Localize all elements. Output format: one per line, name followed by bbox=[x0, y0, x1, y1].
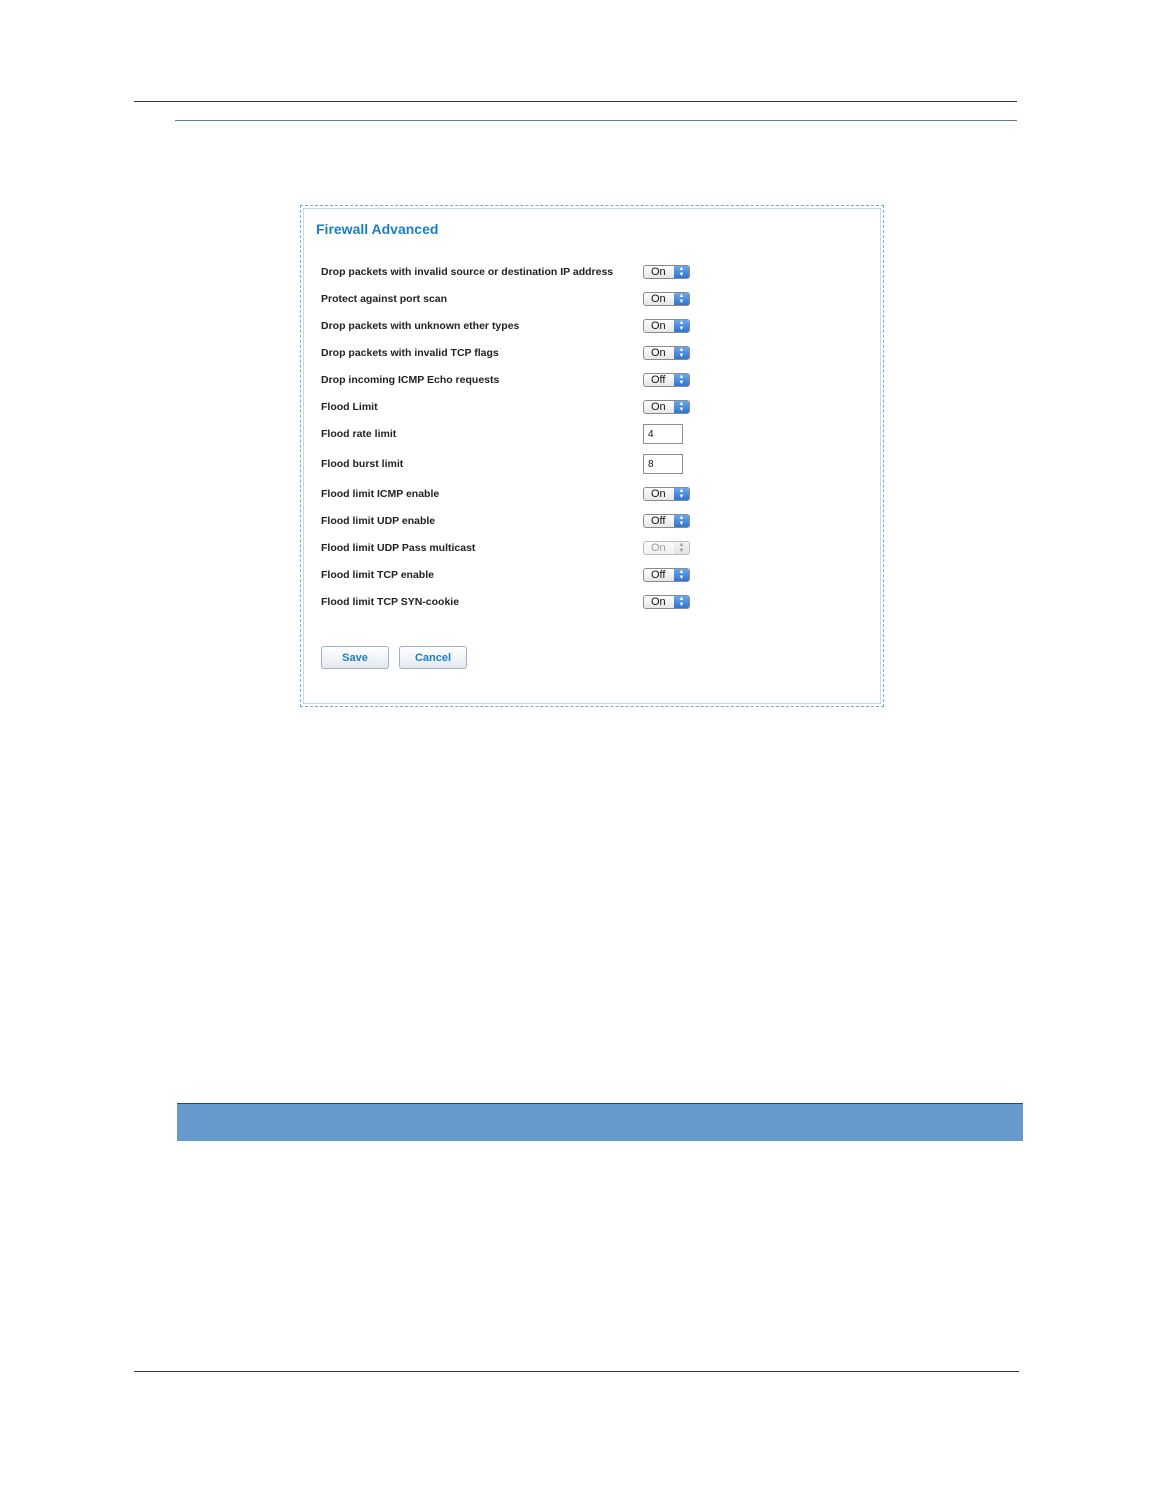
select-value: On bbox=[651, 488, 666, 500]
setting-row-udp-enable bbox=[321, 515, 761, 535]
updown-arrows-icon: ▲ ▼ bbox=[674, 401, 689, 413]
flood-limit-select[interactable] bbox=[643, 400, 690, 414]
setting-label: Flood Limit bbox=[321, 401, 378, 413]
select-value: Off bbox=[651, 515, 666, 527]
select-value: On bbox=[651, 596, 666, 608]
select-value: On bbox=[651, 401, 666, 413]
setting-label: Drop packets with invalid source or destination IP address bbox=[321, 266, 614, 278]
updown-arrows-icon: ▲ ▼ bbox=[674, 596, 689, 608]
setting-row-invalid-ip bbox=[321, 266, 761, 286]
udp-enable-select[interactable] bbox=[643, 514, 690, 528]
setting-row-flood-burst bbox=[321, 458, 761, 478]
setting-label: Flood limit UDP enable bbox=[321, 515, 436, 527]
setting-label: Drop packets with invalid TCP flags bbox=[321, 347, 499, 359]
setting-label: Drop incoming ICMP Echo requests bbox=[321, 374, 500, 386]
flood-rate-limit-input[interactable] bbox=[643, 424, 683, 444]
setting-row-port-scan bbox=[321, 293, 761, 313]
panel-title: Firewall Advanced bbox=[316, 221, 439, 237]
setting-row-udp-multicast bbox=[321, 542, 761, 562]
updown-arrows-icon: ▲ ▼ bbox=[674, 542, 689, 554]
setting-label: Flood limit UDP Pass multicast bbox=[321, 542, 476, 554]
updown-arrows-icon: ▲ ▼ bbox=[674, 266, 689, 278]
tcp-flags-select[interactable] bbox=[643, 346, 690, 360]
header-rule bbox=[134, 101, 1017, 102]
ether-types-select[interactable] bbox=[643, 319, 690, 333]
updown-arrows-icon: ▲ ▼ bbox=[674, 293, 689, 305]
setting-row-ether-types bbox=[321, 320, 761, 340]
port-scan-select[interactable] bbox=[643, 292, 690, 306]
setting-label: Flood limit ICMP enable bbox=[321, 488, 440, 500]
setting-row-tcp-flags bbox=[321, 347, 761, 367]
panel-body bbox=[303, 208, 881, 704]
updown-arrows-icon: ▲ ▼ bbox=[674, 515, 689, 527]
udp-multicast-select bbox=[643, 541, 690, 555]
setting-row-flood-rate bbox=[321, 428, 761, 448]
setting-row-icmp-enable bbox=[321, 488, 761, 508]
section-band bbox=[177, 1103, 1023, 1141]
updown-arrows-icon: ▲ ▼ bbox=[674, 320, 689, 332]
select-value: On bbox=[651, 320, 666, 332]
icmp-echo-select[interactable] bbox=[643, 373, 690, 387]
setting-label: Drop packets with unknown ether types bbox=[321, 320, 520, 332]
select-value: On bbox=[651, 542, 666, 554]
updown-arrows-icon: ▲ ▼ bbox=[674, 569, 689, 581]
header-accent-rule bbox=[175, 120, 1017, 121]
setting-label: Flood rate limit bbox=[321, 428, 397, 440]
footer-rule bbox=[134, 1371, 1019, 1372]
firewall-advanced-panel bbox=[300, 205, 884, 707]
icmp-enable-select[interactable] bbox=[643, 487, 690, 501]
syn-cookie-select[interactable] bbox=[643, 595, 690, 609]
select-value: Off bbox=[651, 569, 666, 581]
setting-label: Flood burst limit bbox=[321, 458, 404, 470]
setting-label: Flood limit TCP SYN-cookie bbox=[321, 596, 460, 608]
updown-arrows-icon: ▲ ▼ bbox=[674, 488, 689, 500]
updown-arrows-icon: ▲ ▼ bbox=[674, 347, 689, 359]
save-button[interactable]: Save bbox=[321, 646, 389, 669]
updown-arrows-icon: ▲ ▼ bbox=[674, 374, 689, 386]
select-value: On bbox=[651, 293, 666, 305]
setting-label: Protect against port scan bbox=[321, 293, 448, 305]
select-value: Off bbox=[651, 374, 666, 386]
setting-row-syn-cookie bbox=[321, 596, 761, 616]
setting-row-icmp-echo bbox=[321, 374, 761, 394]
setting-row-tcp-enable bbox=[321, 569, 761, 589]
select-value: On bbox=[651, 347, 666, 359]
invalid-ip-select[interactable] bbox=[643, 265, 690, 279]
select-value: On bbox=[651, 266, 666, 278]
setting-label: Flood limit TCP enable bbox=[321, 569, 434, 581]
setting-row-flood-limit bbox=[321, 401, 761, 421]
tcp-enable-select[interactable] bbox=[643, 568, 690, 582]
flood-burst-limit-input[interactable] bbox=[643, 454, 683, 474]
cancel-button[interactable]: Cancel bbox=[399, 646, 467, 669]
